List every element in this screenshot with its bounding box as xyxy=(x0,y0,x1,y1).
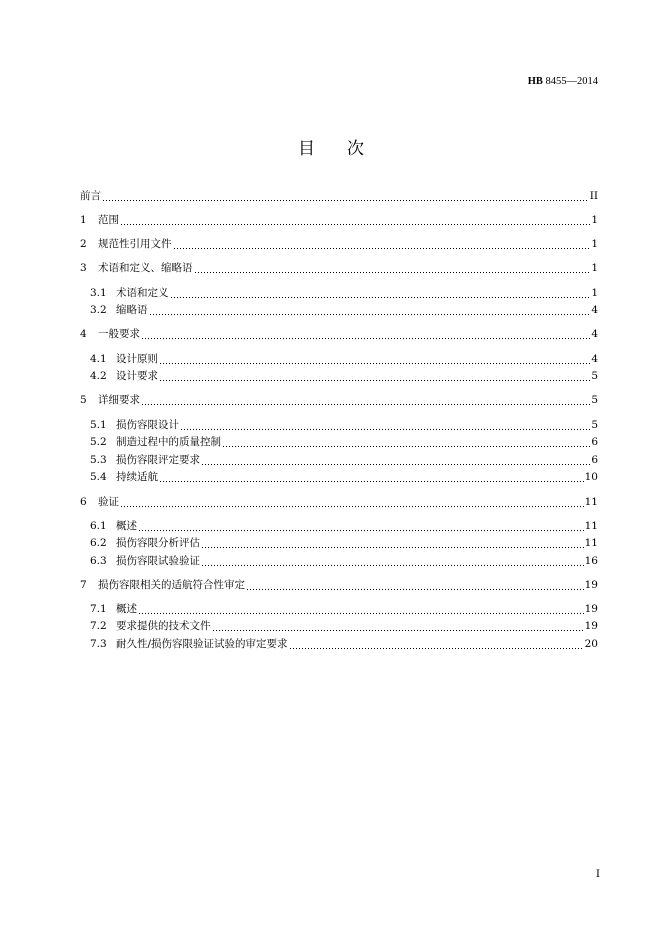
toc-entry-label: 前言 xyxy=(80,190,101,202)
dot-leader xyxy=(289,637,584,651)
toc-entry-label: 设计原则 xyxy=(116,353,158,365)
toc-entry[interactable] xyxy=(90,435,598,449)
toc-entry-number: 6.1 xyxy=(90,520,107,532)
toc-entry-label: 制造过程中的质量控制 xyxy=(116,436,221,448)
toc-entry[interactable] xyxy=(80,393,598,407)
dot-leader xyxy=(141,393,590,407)
dot-leader xyxy=(120,495,584,509)
toc-entry-page: 11 xyxy=(584,496,598,508)
toc-entry[interactable] xyxy=(80,237,598,251)
toc-entry-number: 7.1 xyxy=(90,603,107,615)
toc-entry-page: 1 xyxy=(591,262,598,274)
toc-entry-label: 概述 xyxy=(116,520,137,532)
dot-leader xyxy=(180,418,590,432)
toc-entry-label: 损伤容限评定要求 xyxy=(116,454,200,466)
toc-entry[interactable] xyxy=(90,619,598,633)
toc-entry-label: 术语和定义、缩略语 xyxy=(98,262,193,274)
toc-entry[interactable] xyxy=(90,470,598,484)
dot-leader xyxy=(201,453,590,467)
toc-entry-label: 损伤容限试验验证 xyxy=(116,555,200,567)
toc-entry[interactable] xyxy=(80,189,598,203)
toc-entry[interactable] xyxy=(90,303,598,317)
dot-leader xyxy=(173,237,591,251)
toc-entry[interactable] xyxy=(90,418,598,432)
toc-entry-label: 耐久性/损伤容限验证试验的审定要求 xyxy=(116,638,288,650)
toc-entry-label: 一般要求 xyxy=(98,328,140,340)
toc-entry-label: 持续适航 xyxy=(116,471,158,483)
toc-entry-number: 4 xyxy=(80,328,87,340)
toc-entry-page: 19 xyxy=(584,603,598,615)
toc-entry-number: 6.2 xyxy=(90,537,107,549)
dot-leader xyxy=(102,189,589,203)
toc-entry-page: 16 xyxy=(584,555,598,567)
toc-entry-page: 4 xyxy=(591,304,598,316)
dot-leader xyxy=(149,303,591,317)
toc-entry-label: 设计要求 xyxy=(116,370,158,382)
toc-entry-page: 1 xyxy=(591,238,598,250)
toc-entry-number: 3.2 xyxy=(90,304,107,316)
toc-entry[interactable] xyxy=(90,637,598,651)
toc-entry-number: 5.4 xyxy=(90,471,107,483)
toc-entry-number: 4.2 xyxy=(90,370,107,382)
toc-entry-page: 6 xyxy=(591,454,598,466)
toc-entry-page: 11 xyxy=(584,537,598,549)
toc-entry-number: 5.3 xyxy=(90,454,107,466)
toc-entry-number: 7 xyxy=(80,579,87,591)
toc-entry[interactable] xyxy=(80,213,598,227)
document-code xyxy=(528,76,598,87)
toc-entry[interactable] xyxy=(80,578,598,592)
dot-leader xyxy=(138,519,584,533)
dot-leader xyxy=(194,261,591,275)
dot-leader xyxy=(138,602,584,616)
toc-entry-label: 规范性引用文件 xyxy=(98,238,172,250)
toc-entry[interactable] xyxy=(80,495,598,509)
toc-entry-page: 19 xyxy=(584,579,598,591)
toc-entry-page: 20 xyxy=(584,638,598,650)
toc-entry-number: 5.2 xyxy=(90,436,107,448)
toc-entry[interactable] xyxy=(90,536,598,550)
toc-entry-label: 概述 xyxy=(116,603,137,615)
dot-leader xyxy=(159,352,590,366)
footer-page-number: I xyxy=(595,868,600,880)
toc-entry-label: 要求提供的技术文件 xyxy=(116,620,211,632)
toc-entry-page: 1 xyxy=(591,287,598,299)
toc-entry-page: 4 xyxy=(591,353,598,365)
toc-entry-page: 6 xyxy=(591,436,598,448)
toc-entry-label: 缩略语 xyxy=(116,304,148,316)
document-code-prefix: HB xyxy=(527,76,543,87)
toc-entry-page: 11 xyxy=(584,520,598,532)
toc-entry-number: 5 xyxy=(80,394,87,406)
dot-leader xyxy=(159,470,584,484)
toc-entry-page: 19 xyxy=(584,620,598,632)
dot-leader xyxy=(212,619,584,633)
dot-leader xyxy=(201,554,584,568)
toc-entry-page: 1 xyxy=(591,214,598,226)
toc-entry-number: 7.2 xyxy=(90,620,107,632)
toc-entry-label: 术语和定义 xyxy=(116,287,169,299)
toc-entry[interactable] xyxy=(80,261,598,275)
dot-leader xyxy=(170,286,591,300)
toc-entry-number: 5.1 xyxy=(90,419,107,431)
toc-entry-page: 4 xyxy=(591,328,598,340)
toc-entry-number: 6 xyxy=(80,496,87,508)
toc-entry[interactable] xyxy=(90,369,598,383)
toc-entry-number: 4.1 xyxy=(90,353,107,365)
toc-entry[interactable] xyxy=(90,286,598,300)
toc-entry-page: 5 xyxy=(591,370,598,382)
toc-entry[interactable] xyxy=(90,453,598,467)
toc-entry-page: 10 xyxy=(584,471,598,483)
toc-entry-number: 1 xyxy=(80,214,87,226)
toc-entry[interactable] xyxy=(90,519,598,533)
toc-entry-label: 损伤容限相关的适航符合性审定 xyxy=(98,579,245,591)
dot-leader xyxy=(141,327,590,341)
dot-leader xyxy=(159,369,590,383)
toc-entry[interactable] xyxy=(80,327,598,341)
toc-entry-number: 6.3 xyxy=(90,555,107,567)
toc-entry-label: 损伤容限分析评估 xyxy=(116,537,200,549)
toc-entry-page: 5 xyxy=(591,394,598,406)
toc-entry-label: 范围 xyxy=(98,214,119,226)
dot-leader xyxy=(120,213,590,227)
toc-entry-number: 2 xyxy=(80,238,87,250)
toc-entry-label: 损伤容限设计 xyxy=(116,419,179,431)
toc-entry[interactable] xyxy=(90,352,598,366)
dot-leader xyxy=(201,536,584,550)
toc-entry-page: 5 xyxy=(591,419,598,431)
toc-entry-label: 验证 xyxy=(98,496,119,508)
dot-leader xyxy=(222,435,590,449)
toc-entry-number: 3.1 xyxy=(90,287,107,299)
toc-entry[interactable] xyxy=(90,554,598,568)
document-code-number: 8455—2014 xyxy=(542,76,598,87)
dot-leader xyxy=(246,578,584,592)
toc-entry[interactable] xyxy=(90,602,598,616)
page-title: 目次 xyxy=(298,139,396,159)
toc-entry-label: 详细要求 xyxy=(98,394,140,406)
toc-entry-number: 3 xyxy=(80,262,87,274)
toc-entry-number: 7.3 xyxy=(90,638,107,650)
toc-entry-page: II xyxy=(589,190,598,202)
